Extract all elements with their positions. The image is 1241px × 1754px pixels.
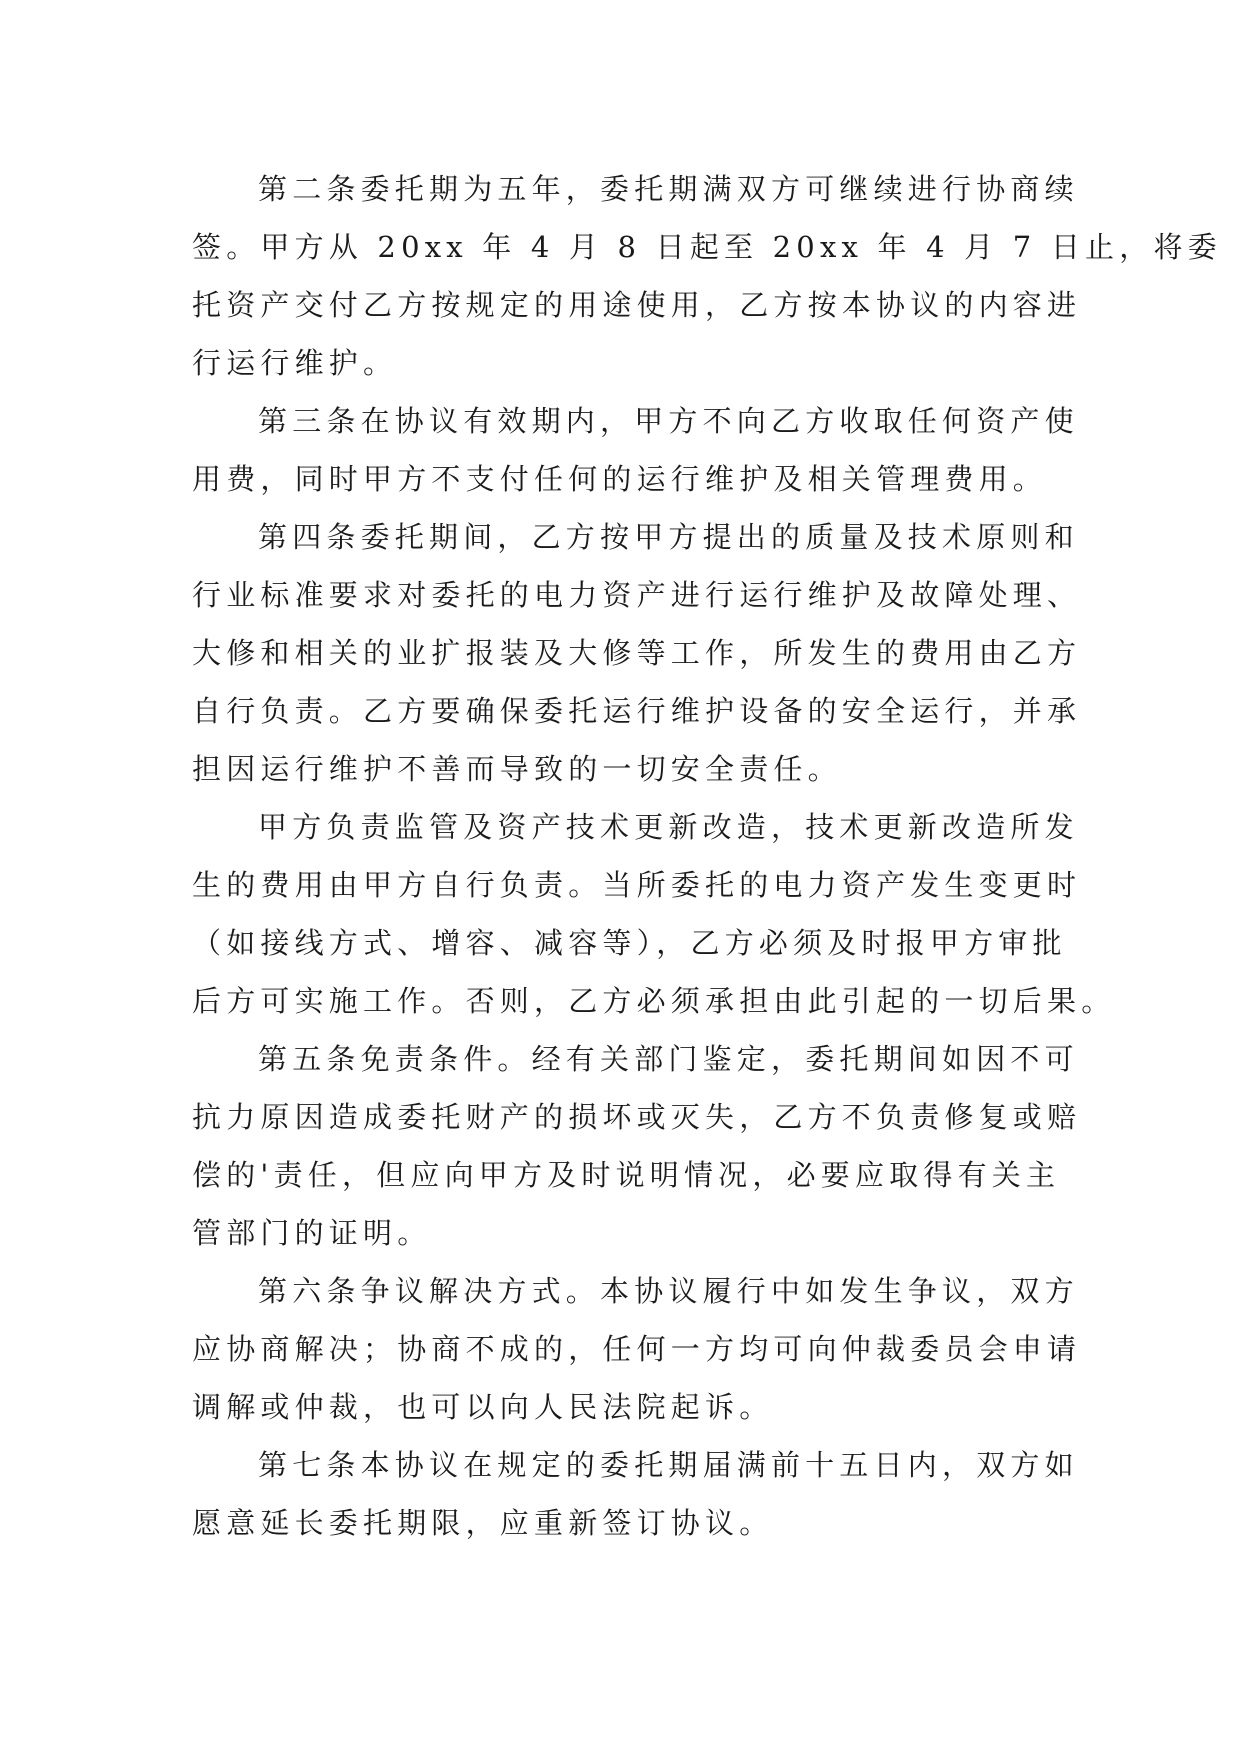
paragraph-line: 调解或仲裁，也可以向人民法院起诉。	[192, 1390, 774, 1424]
paragraph-line: 托资产交付乙方按规定的用途使用，乙方按本协议的内容进	[192, 288, 1082, 322]
paragraph-line: 愿意延长委托期限，应重新签订协议。	[192, 1506, 774, 1540]
paragraph-line: 第四条委托期间，乙方按甲方提出的质量及技术原则和	[258, 520, 1079, 554]
paragraph-article-4	[192, 508, 1082, 798]
paragraph-article-5	[192, 1030, 1082, 1262]
paragraph-article-2	[192, 160, 1222, 392]
paragraph-line: 甲方负责监管及资产技术更新改造，技术更新改造所发	[258, 810, 1079, 844]
document-body	[192, 160, 1222, 1552]
paragraph-line: 用费，同时甲方不支付任何的运行维护及相关管理费用。	[192, 462, 1048, 496]
paragraph-article-3	[192, 392, 1079, 508]
paragraph-line: 第五条免责条件。经有关部门鉴定，委托期间如因不可	[258, 1042, 1079, 1076]
paragraph-line: 抗力原因造成委托财产的损坏或灭失，乙方不负责修复或赔	[192, 1100, 1082, 1134]
paragraph-line: 生的费用由甲方自行负责。当所委托的电力资产发生变更时	[192, 868, 1082, 902]
paragraph-line: 管部门的证明。	[192, 1216, 432, 1250]
paragraph-line: 后方可实施工作。否则，乙方必须承担由此引起的一切后果。	[192, 984, 1116, 1018]
paragraph-line: 偿的'责任，但应向甲方及时说明情况，必要应取得有关主	[192, 1158, 1061, 1192]
paragraph-line: 签。甲方从 20xx 年 4 月 8 日起至 20xx 年 4 月 7 日止，将委	[192, 230, 1222, 264]
paragraph-line: 第七条本协议在规定的委托期届满前十五日内，双方如	[258, 1448, 1079, 1482]
paragraph-line: 第三条在协议有效期内，甲方不向乙方收取任何资产使	[258, 404, 1079, 438]
paragraph-line: 行运行维护。	[192, 346, 398, 380]
paragraph-line: 第二条委托期为五年，委托期满双方可继续进行协商续	[258, 172, 1079, 206]
paragraph-line: 担因运行维护不善而导致的一切安全责任。	[192, 752, 842, 786]
paragraph-article-6	[192, 1262, 1082, 1436]
paragraph-line: 行业标准要求对委托的电力资产进行运行维护及故障处理、	[192, 578, 1082, 612]
paragraph-line: 第六条争议解决方式。本协议履行中如发生争议，双方	[258, 1274, 1079, 1308]
paragraph-article-7	[192, 1436, 1079, 1552]
paragraph-line: 大修和相关的业扩报装及大修等工作，所发生的费用由乙方	[192, 636, 1082, 670]
paragraph-party-a-duties	[192, 798, 1116, 1030]
paragraph-line: 自行负责。乙方要确保委托运行维护设备的安全运行，并承	[192, 694, 1082, 728]
paragraph-line: （如接线方式、增容、减容等），乙方必须及时报甲方审批	[192, 926, 1067, 960]
paragraph-line: 应协商解决；协商不成的，任何一方均可向仲裁委员会申请	[192, 1332, 1082, 1366]
